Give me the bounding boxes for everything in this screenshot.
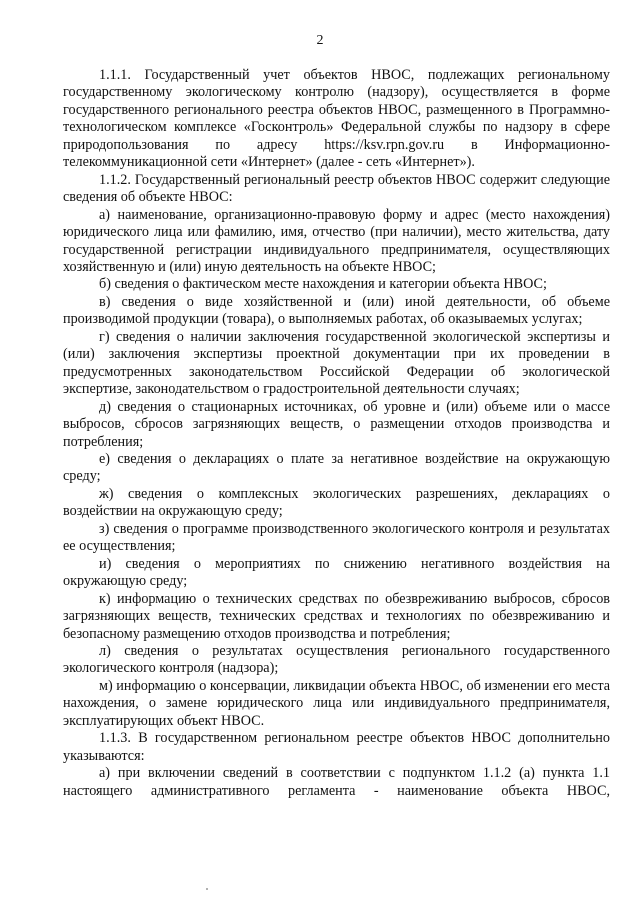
document-body bbox=[63, 67, 610, 800]
list-item-e: е) сведения о декларациях о плате за негативное воздействие на окружающую среду; bbox=[63, 450, 610, 485]
list-item-l: л) сведения о результатах осуществления регионального государственного экологического контроля (надзора); bbox=[63, 642, 610, 677]
list-item-i: и) сведения о мероприятиях по снижению негативного воздействия на окружающую среду; bbox=[63, 555, 610, 590]
list-item-b: б) сведения о фактическом месте нахождения и категории объекта НВОС; bbox=[99, 276, 547, 293]
list-item-g: г) сведения о наличии заключения государственной экологической экспертизы и (или) заключения экспертизы проектной документации при их проведении в предусмотренных законодательством Российской Федерации об экологической экспертизе, законодательством о градостроительной деятельности случаях; bbox=[63, 328, 610, 398]
list-item-z: з) сведения о программе производственного экологического контроля и результатах ее осуществления; bbox=[63, 520, 610, 555]
list-item-k: к) информацию о технических средствах по обезвреживанию выбросов, сбросов загрязняющих веществ, технических средствах и технологиях по обезвреживанию и безопасному размещению отходов производства и потребления; bbox=[63, 590, 610, 642]
scan-speck bbox=[206, 888, 208, 890]
paragraph-1-1-3: 1.1.3. В государственном региональном реестре объектов НВОС дополнительно указываются: bbox=[63, 730, 610, 764]
list-item-a: а) наименование, организационно-правовую форму и адрес (место нахождения) юридического лица или фамилию, имя, отчество (при наличии), место жительства, дату государственной регистрации индивидуального предпринимателя, осуществляющих хозяйственную и (или) иную деятельность на объекте НВОС; bbox=[63, 206, 610, 275]
list-item-d: д) сведения о стационарных источниках, об уровне и (или) объеме или о массе выбросов, сбросов загрязняющих веществ, о размещении отходов производства и потребления; bbox=[63, 398, 610, 450]
paragraph-1-1-2: 1.1.2. Государственный региональный реестр объектов НВОС содержит следующие сведения об объекте НВОС: bbox=[63, 171, 610, 206]
list-item-v: в) сведения о виде хозяйственной и (или) иной деятельности, об объеме производимой продукции (товара), о выполняемых работах, об оказываемых услугах; bbox=[63, 293, 610, 328]
list-item-zh: ж) сведения о комплексных экологических разрешениях, декларациях о воздействии на окружающую среду; bbox=[63, 485, 610, 520]
paragraph-1-1-3-a: а) при включении сведений в соответствии с подпунктом 1.1.2 (а) пункта 1.1 настоящего административного регламента - наименование объекта НВОС, bbox=[63, 765, 610, 799]
page-number: 2 bbox=[316, 33, 324, 48]
list-item-m: м) информацию о консервации, ликвидации объекта НВОС, об изменении его места нахождения, о замене юридического лица или индивидуального предпринимателя, эксплуатирующих объект НВОС. bbox=[63, 677, 610, 729]
paragraph-1-1-1: 1.1.1. Государственный учет объектов НВОС, подлежащих региональному государственному экологическому контролю (надзору), осуществляется в форме государственного регионального реестра объектов НВОС, размещенного в Программно-технологическом комплексе «Госконтроль» Федеральной службы по надзору в сфере природопользования по адресу https://ksv.rpn.gov.ru в Информационно-телекоммуникационной сети «Интернет» (далее - сеть «Интернет»). bbox=[63, 67, 610, 171]
